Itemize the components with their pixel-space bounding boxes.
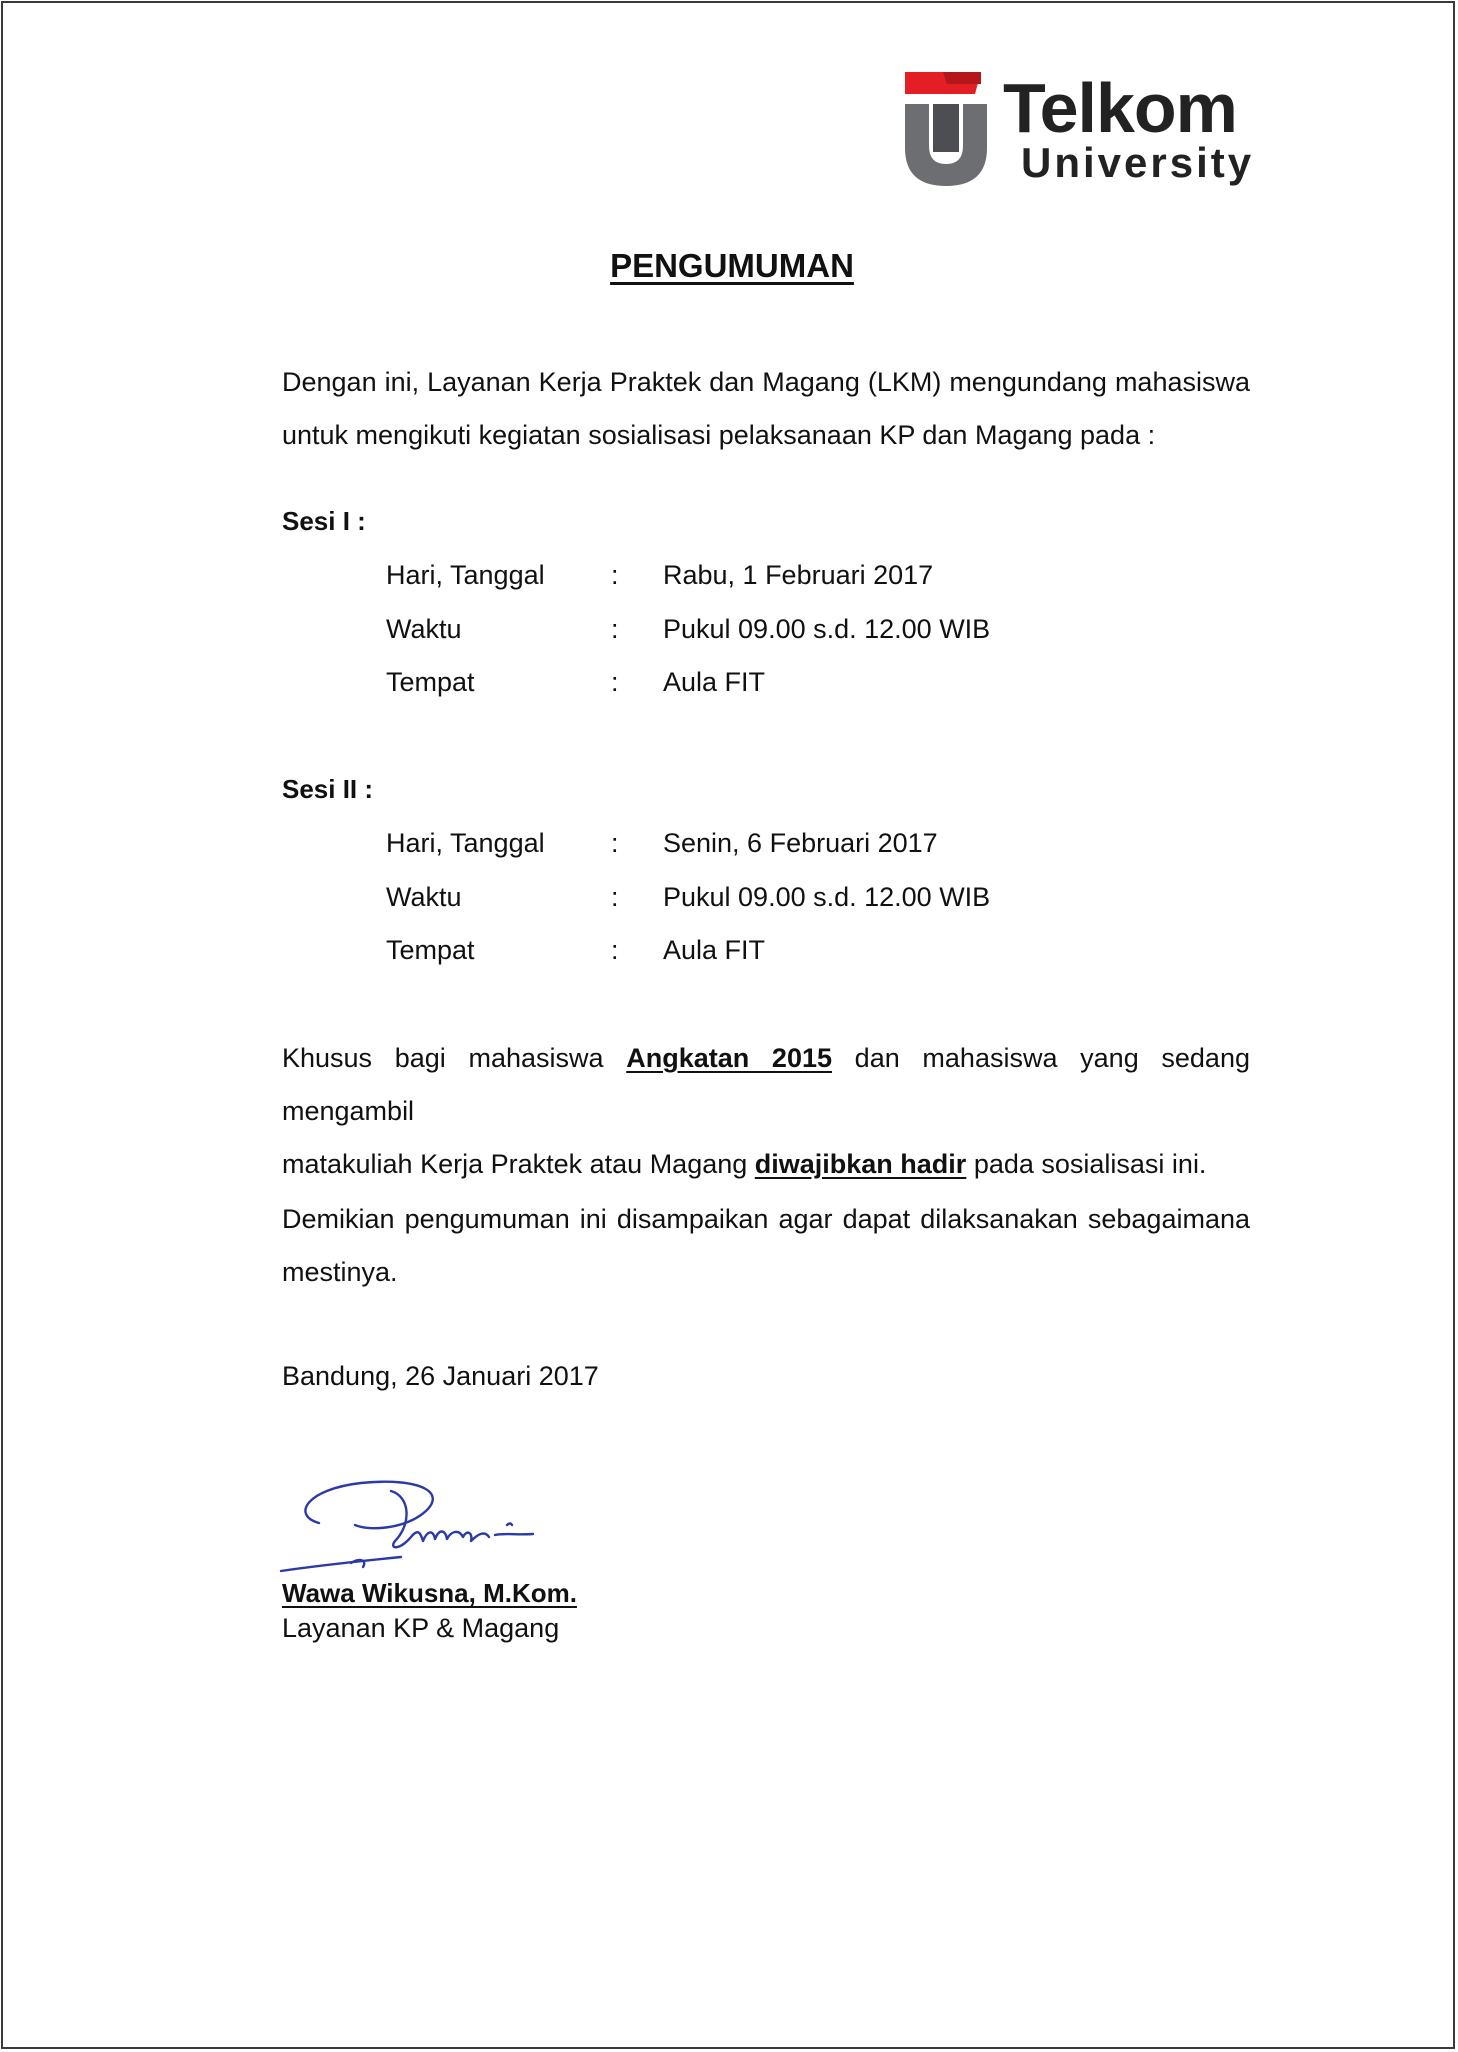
closing-paragraph [282, 1193, 1250, 1299]
session-2-place-row [386, 935, 1086, 975]
notice-line-1 [282, 1032, 1250, 1138]
row-value: Aula FIT [663, 667, 766, 697]
notice-text: dan mahasiswa yang sedang mengambil [282, 1043, 1250, 1126]
intro-paragraph [282, 356, 1250, 462]
row-separator: : [611, 560, 619, 590]
signer-name: Wawa Wikusna, M.Kom. [282, 1578, 577, 1608]
session-2-label: Sesi II : [282, 774, 374, 804]
place-date: Bandung, 26 Januari 2017 [282, 1361, 599, 1391]
notice-text: Khusus bagi mahasiswa [282, 1043, 627, 1073]
document-page [1, 1, 1455, 2049]
row-value: Pukul 09.00 s.d. 12.00 WIB [663, 882, 991, 912]
row-value: Senin, 6 Februari 2017 [663, 828, 938, 858]
row-value: Pukul 09.00 s.d. 12.00 WIB [663, 614, 991, 644]
notice-paragraph [282, 1032, 1250, 1191]
row-separator: : [611, 882, 619, 912]
row-label: Tempat [386, 935, 475, 965]
session-1-place-row [386, 667, 1086, 707]
row-value: Rabu, 1 Februari 2017 [663, 560, 934, 590]
highlight-cohort: Angkatan 2015 [626, 1043, 832, 1073]
telkom-university-logo [903, 68, 1263, 193]
logo-text-telkom: Telkom [1003, 69, 1237, 147]
notice-text: pada sosialisasi ini. [966, 1149, 1207, 1179]
row-value: Aula FIT [663, 935, 766, 965]
row-label: Waktu [386, 614, 462, 644]
highlight-mandatory: diwajibkan hadir [754, 1149, 967, 1179]
signer-role: Layanan KP & Magang [282, 1613, 560, 1643]
intro-line-1: Dengan ini, Layanan Kerja Praktek dan Magang (LKM) mengundang mahasiswa [282, 367, 1250, 397]
session-2-date-row [386, 828, 1086, 868]
session-2-time-row [386, 882, 1086, 922]
notice-line-2 [282, 1138, 1250, 1191]
row-label: Waktu [386, 882, 462, 912]
handwritten-signature [271, 1471, 591, 1581]
telkom-logo-mark-icon [903, 68, 989, 186]
row-separator: : [611, 667, 619, 697]
session-1-time-row [386, 614, 1086, 654]
session-1-date-row [386, 560, 1086, 600]
row-separator: : [611, 828, 619, 858]
closing-line-2: mestinya. [282, 1257, 398, 1287]
row-separator: : [611, 614, 619, 644]
closing-line-1: Demikian pengumuman ini disampaikan agar dapat dilaksanakan sebagaimana [282, 1204, 1250, 1234]
row-label: Tempat [386, 667, 475, 697]
session-1-label: Sesi I : [282, 506, 366, 536]
document-title: PENGUMUMAN [610, 247, 854, 284]
intro-line-2: untuk mengikuti kegiatan sosialisasi pelaksanaan KP dan Magang pada : [282, 420, 1156, 450]
notice-text: matakuliah Kerja Praktek atau Magang [282, 1149, 755, 1179]
row-separator: : [611, 935, 619, 965]
row-label: Hari, Tanggal [386, 560, 545, 590]
logo-text-university: University [1021, 139, 1255, 186]
row-label: Hari, Tanggal [386, 828, 545, 858]
